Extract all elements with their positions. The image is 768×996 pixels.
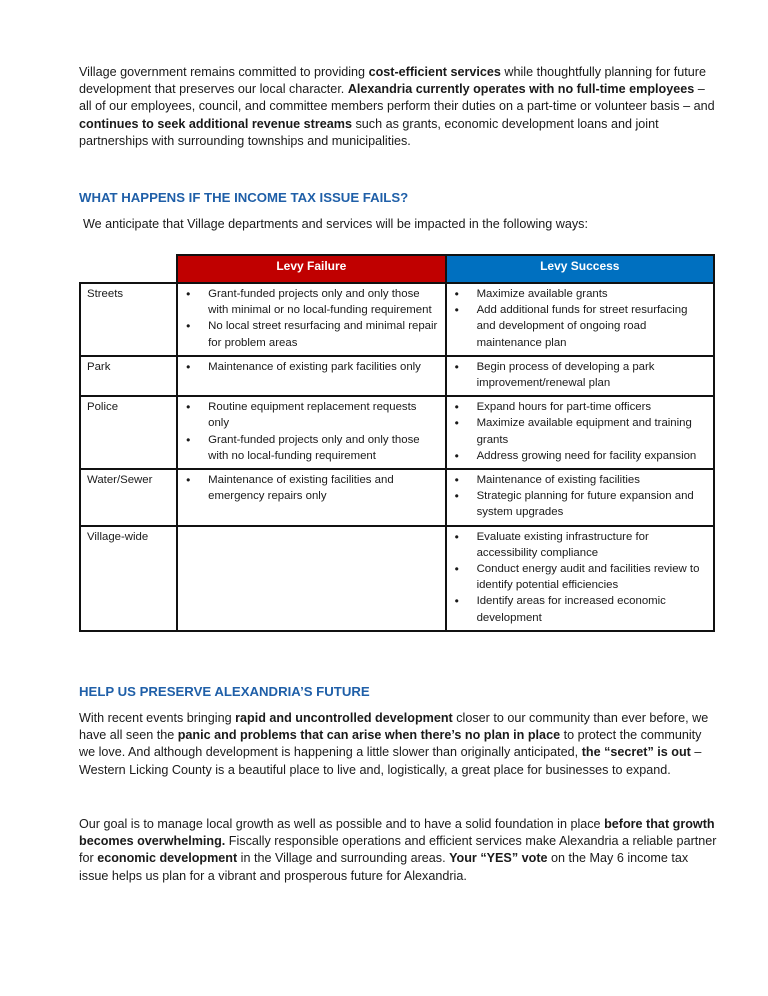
success-cell — [446, 469, 714, 526]
section-heading-tax-fails: WHAT HAPPENS IF THE INCOME TAX ISSUE FAILS? — [79, 190, 409, 205]
text-run: while thoughtfully planning for future development that preserves our local character. — [79, 65, 707, 97]
intro-paragraph — [79, 64, 719, 150]
list-item: • Evaluate existing infrastructure for accessibility compliance — [453, 529, 707, 561]
bold-run: economic development — [97, 851, 238, 866]
list-item: • Maintenance of existing park facilities only — [184, 359, 438, 375]
list-item: • Maintenance of existing facilities and emergency repairs only — [184, 472, 438, 504]
list-item: • Routine equipment replacement requests only — [184, 399, 438, 431]
text-run: closer to our community than ever before, we have all seen the — [79, 711, 709, 743]
text-run: With recent events bringing — [79, 711, 236, 725]
goal-paragraph — [79, 816, 719, 885]
list-item: • Address growing need for facility expansion — [453, 448, 707, 464]
impact-intro-text: We anticipate that Village departments and services will be impacted in the following ways: — [83, 217, 588, 231]
header-levy-failure: Levy Failure — [177, 255, 445, 283]
list-item: • Grant-funded projects only and only those with no local-funding requirement — [184, 432, 438, 464]
category-cell: Water/Sewer — [80, 469, 177, 526]
table-row — [80, 283, 714, 356]
failure-cell — [177, 283, 445, 356]
text-run: Village government remains committed to providing — [79, 65, 369, 79]
list-item: • Maximize available grants — [453, 286, 707, 302]
list-item: • Begin process of developing a park improvement/renewal plan — [453, 359, 707, 391]
text-run: Our goal is to manage local growth as well as possible and to have a solid foundation in place — [79, 817, 605, 831]
table-row — [80, 526, 714, 631]
list-item: • Identify areas for increased economic development — [453, 593, 707, 625]
bold-run: panic and problems that can arise when there’s no plan in place — [177, 728, 561, 743]
failure-cell — [177, 356, 445, 396]
list-item: • Grant-funded projects only and only those with minimal or no local-funding requirement — [184, 286, 438, 318]
list-item: • Add additional funds for street resurfacing and development of ongoing road maintenance plan — [453, 302, 707, 351]
bold-run: Your “YES” vote — [449, 851, 548, 866]
bold-run: the “secret” is out — [581, 745, 691, 760]
table-row — [80, 356, 714, 396]
list-item: • Strategic planning for future expansion and system upgrades — [453, 488, 707, 520]
text-run: on the May 6 income tax issue helps us plan for a vibrant and prosperous future for Alexandria. — [79, 851, 689, 883]
text-run: – Western Licking County is a beautiful place to live and, logistically, a great place for businesses to expand. — [79, 745, 702, 777]
development-paragraph — [79, 710, 719, 779]
category-cell: Streets — [80, 283, 177, 356]
list-item: • Expand hours for part-time officers — [453, 399, 707, 415]
text-run: such as grants, economic development loans and joint partnerships with surrounding townships and municipalities. — [79, 116, 659, 148]
table-header-row — [80, 255, 714, 283]
list-item: • Conduct energy audit and facilities review to identify potential efficiencies — [453, 561, 707, 593]
list-item: • Maximize available equipment and training grants — [453, 415, 707, 447]
text-run: to protect the community we love. And although development is happening a little slower than originally anticipated, — [79, 728, 702, 760]
failure-cell — [177, 469, 445, 526]
category-cell: Park — [80, 356, 177, 396]
text-run: in the Village and surrounding areas. — [237, 851, 450, 866]
bold-run: continues to seek additional revenue streams — [79, 116, 352, 131]
bold-run: before that growth becomes overwhelming. — [79, 817, 715, 849]
header-levy-success: Levy Success — [446, 255, 714, 283]
failure-cell-empty — [177, 526, 445, 631]
category-cell: Police — [80, 396, 177, 469]
bold-run: rapid and uncontrolled development — [235, 711, 453, 725]
table-row — [80, 469, 714, 526]
text-run: – all of our employees, council, and committee members perform their duties on a part-time or volunteer basis – and — [79, 82, 715, 114]
text-run: Fiscally responsible operations and efficient services make Alexandria a reliable partner for — [79, 834, 717, 866]
bold-run: cost-efficient services — [368, 65, 501, 79]
header-empty-cell — [80, 255, 177, 283]
success-cell — [446, 396, 714, 469]
success-cell — [446, 283, 714, 356]
levy-impact-table — [79, 254, 715, 632]
section-heading-preserve-future: HELP US PRESERVE ALEXANDRIA’S FUTURE — [79, 684, 370, 699]
table-row — [80, 396, 714, 469]
success-cell — [446, 356, 714, 396]
success-cell — [446, 526, 714, 631]
bold-run: Alexandria currently operates with no full-time employees — [347, 82, 695, 97]
failure-cell — [177, 396, 445, 469]
category-cell: Village-wide — [80, 526, 177, 631]
list-item: • No local street resurfacing and minimal repair for problem areas — [184, 318, 438, 350]
list-item: • Maintenance of existing facilities — [453, 472, 707, 488]
